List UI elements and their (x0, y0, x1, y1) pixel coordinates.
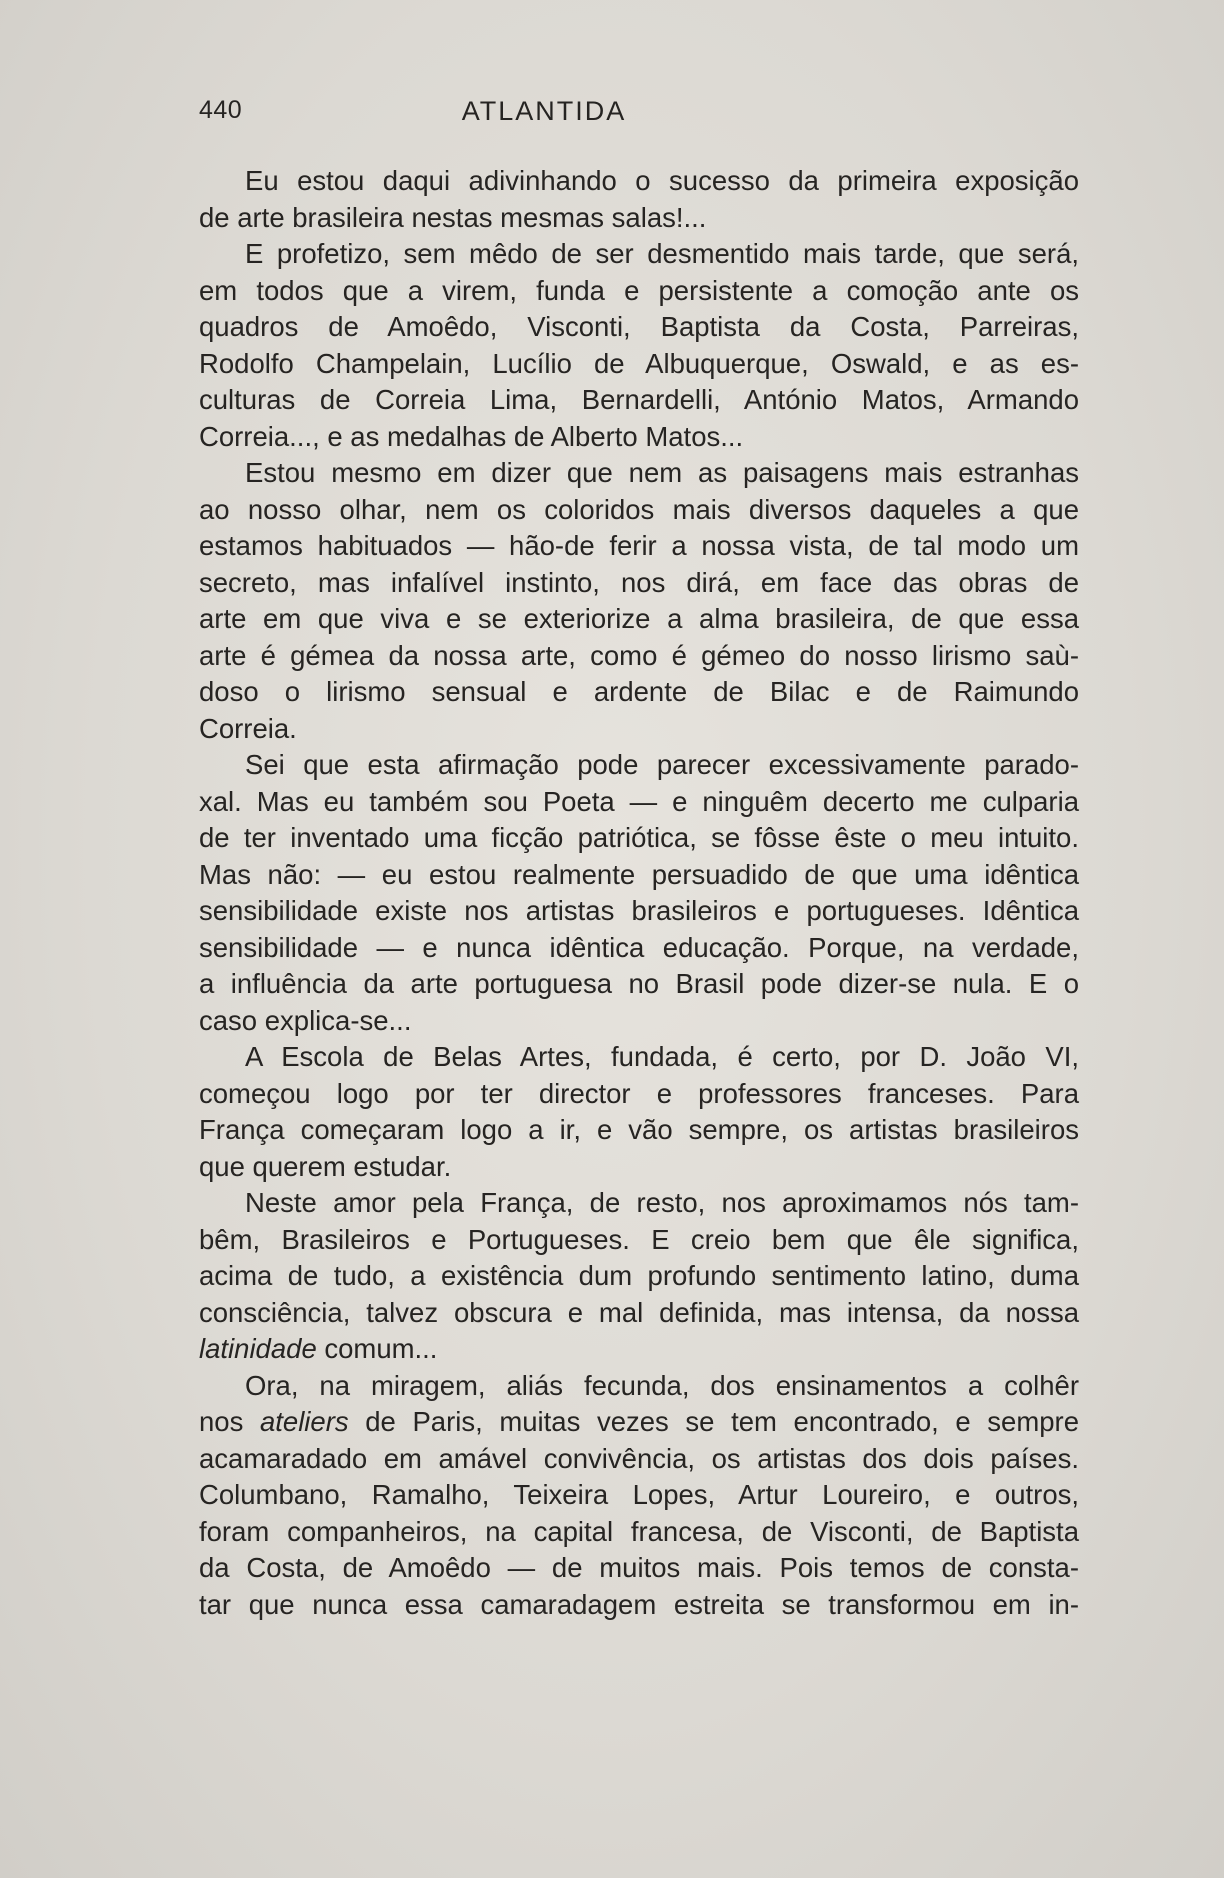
text-line: secreto, mas infalível instinto, nos dirá, em face das obras de (199, 566, 1079, 598)
text-line: estamos habituados — hão-de ferir a nossa vista, de tal modo um (199, 530, 1079, 561)
text-line: Correia. (199, 712, 297, 744)
text-line: ao nosso olhar, nem os coloridos mais diversos daqueles a que (199, 493, 1079, 525)
text-line: a influência da arte portuguesa no Brasil pode dizer-se nula. E o (199, 968, 1079, 999)
text-line: da Costa, de Amoêdo — de muitos mais. Pois temos de consta- (199, 1552, 1079, 1583)
text-line: acamaradado em amável convivência, os artistas dos dois países. (199, 1442, 1079, 1474)
text-line: de arte brasileira nestas mesmas salas!... (199, 201, 707, 233)
text-line: culturas de Correia Lima, Bernardelli, António Matos, Armando (199, 384, 1079, 415)
page-header (199, 96, 889, 136)
text-line: doso o lirismo sensual e ardente de Bilac e de Raimundo (199, 676, 1079, 707)
text-line: Rodolfo Champelain, Lucílio de Albuquerque, Oswald, e as es- (199, 347, 1079, 379)
text-line: nos ateliers de Paris, muitas vezes se tem encontrado, e sempre (199, 1406, 1080, 1437)
text-line: latinidade comum... (199, 1333, 438, 1364)
page-number: 440 (199, 96, 243, 124)
text-line: acima de tudo, a existência dum profundo sentimento latino, duma (199, 1260, 1079, 1291)
text-line: de ter inventado uma ficção patriótica, se fôsse êste o meu intuito. (199, 822, 1079, 853)
text-line: A Escola de Belas Artes, fundada, é certo, por D. João VI, (245, 1041, 1079, 1072)
running-title: ATLANTIDA (461, 96, 627, 126)
text-line: Eu estou daqui adivinhando o sucesso da primeira exposição (245, 165, 1079, 196)
text-line: Correia..., e as medalhas de Alberto Matos... (199, 420, 744, 452)
text-line: sensibilidade — e nunca idêntica educação. Porque, na verdade, (199, 931, 1079, 963)
text-line: que querem estudar. (199, 1150, 452, 1182)
text-line: Ora, na miragem, aliás fecunda, dos ensinamentos a colhêr (245, 1369, 1079, 1401)
text-line: arte é gémea da nossa arte, como é gémeo do nosso lirismo saù- (199, 639, 1079, 671)
text-line: sensibilidade existe nos artistas brasileiros e portugueses. Idêntica (199, 895, 1079, 926)
text-line: Columbano, Ramalho, Teixeira Lopes, Artur Loureiro, e outros, (199, 1479, 1079, 1510)
text-line: começou logo por ter director e professores franceses. Para (199, 1077, 1079, 1109)
text-line: Mas não: — eu estou realmente persuadido de que uma idêntica (199, 858, 1079, 890)
text-line: E profetizo, sem mêdo de ser desmentido mais tarde, que será, (245, 238, 1079, 269)
text-line: Neste amor pela França, de resto, nos aproximamos nós tam- (245, 1187, 1079, 1218)
text-line: quadros de Amoêdo, Visconti, Baptista da Costa, Parreiras, (199, 311, 1079, 342)
text-line: xal. Mas eu também sou Poeta — e ninguêm decerto me culparia (199, 785, 1079, 817)
text-line: em todos que a virem, funda e persistente a comoção ante os (199, 274, 1079, 306)
text-line: França começaram logo a ir, e vão sempre, os artistas brasileiros (199, 1114, 1079, 1145)
text-line: Sei que esta afirmação pode parecer excessivamente parado- (245, 749, 1079, 780)
text-line: foram companheiros, na capital francesa, de Visconti, de Baptista (199, 1515, 1079, 1547)
text-line: consciência, talvez obscura e mal definida, mas intensa, da nossa (199, 1296, 1079, 1328)
text-line: caso explica-se... (199, 1004, 412, 1036)
text-line: tar que nunca essa camaradagem estreita se transformou em in- (199, 1588, 1079, 1620)
text-line: Estou mesmo em dizer que nem as paisagens mais estranhas (245, 457, 1079, 488)
text-line: arte em que viva e se exteriorize a alma brasileira, de que essa (199, 603, 1079, 634)
text-line: bêm, Brasileiros e Portugueses. E creio bem que êle significa, (199, 1223, 1079, 1255)
body-text (199, 163, 1079, 1623)
